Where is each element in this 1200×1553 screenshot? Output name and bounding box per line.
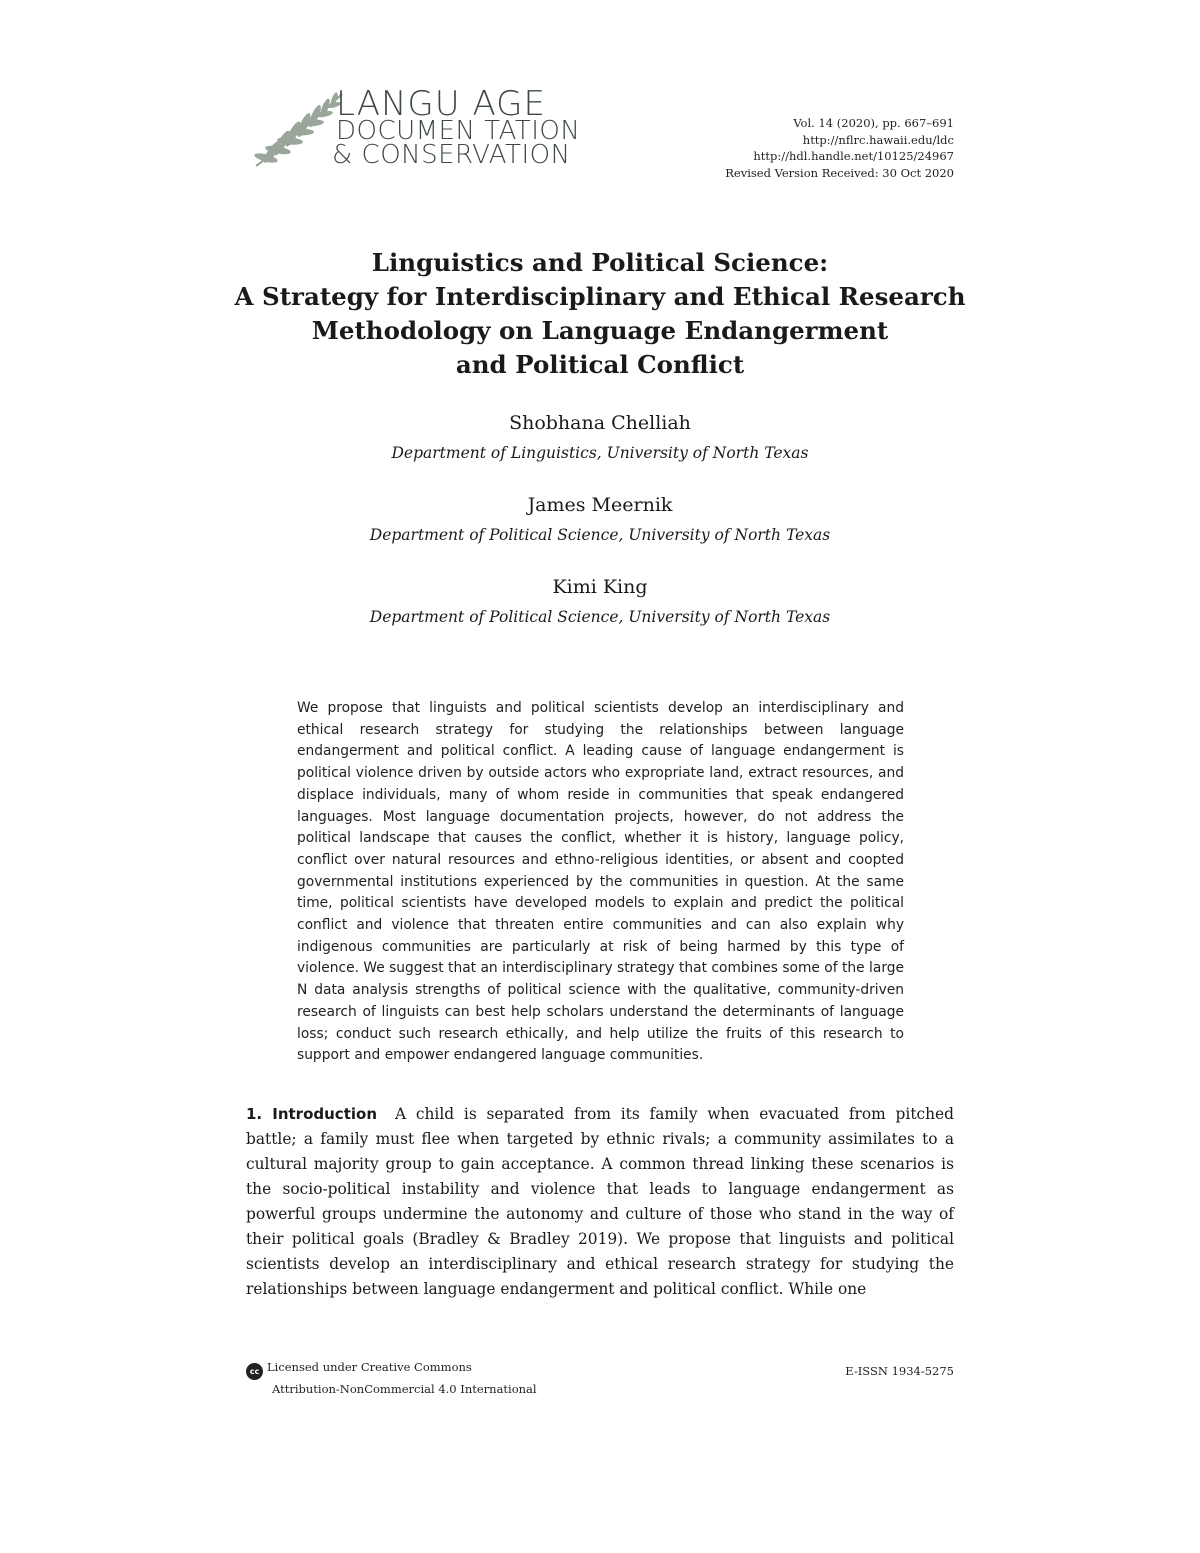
author-affiliation: Department of Political Science, University of North Texas	[369, 608, 831, 626]
author-name: James Meernik	[527, 494, 673, 516]
masthead-info	[725, 115, 954, 181]
license-text: Attribution-NonCommercial 4.0 International	[272, 1382, 537, 1396]
paper-title	[200, 246, 1000, 382]
license-notice[interactable]	[246, 1358, 537, 1398]
logo-text-language: LANGU AGE	[336, 84, 546, 124]
section-body: A child is separated from its family when evacuated from pitched battle; a family must flee when targeted by ethnic rivals; a community assimilates to a cultural majority group to gain acceptance. A common thread linking these scenarios is the socio-political instability and violence that leads to language endangerment as powerful groups undermine the autonomy and culture of those who stand in the way of their political goals (Bradley & Bradley 2019). We propose that linguists and political scientists develop an interdisciplinary and ethical research strategy for studying the relationships between language endangerment and political conflict. While one	[246, 1105, 955, 1298]
revised-date: Revised Version Received: 30 Oct 2020	[725, 165, 954, 180]
abstract: We propose that linguists and political scientists develop an interdisciplinary and ethical research strategy for studying the relationships between language endangerment and political conflict. A leading cause of language endangerment is political violence driven by outside actors who expropriate land, extract resources, and displace individuals, many of whom reside in communities that speak endangered languages. Most language documentation projects, however, do not address the political landscape that causes the conflict, whether it is history, language policy, conflict over natural resources and ethno-religious identities, or absent and coopted governmental institutions experienced by the communities in question. At the same time, political scientists have developed models to explain and predict the political conflict and violence that threaten entire communities and can also explain why indigenous communities are particularly at risk of being harmed by this type of violence. We suggest that an interdisciplinary strategy that combines some of the large N data analysis strengths of political science with the qualitative, community-driven research of linguists can best help scholars understand the determinants of language loss; conduct such research ethically, and help utilize the fruits of this research to support and empower endangered language communities.	[297, 700, 904, 1064]
volume-info: Vol. 14 (2020), pp. 667–691	[793, 116, 954, 130]
logo-text-conservation: & CONSERVATION	[332, 140, 571, 170]
author-affiliation: Department of Political Science, University of North Texas	[369, 526, 831, 544]
journal-url[interactable]: http://nflrc.hawaii.edu/ldc	[802, 132, 954, 147]
title-line: and Political Conflict	[455, 350, 745, 379]
author-name: Shobhana Chelliah	[509, 412, 691, 434]
license-text: Licensed under Creative Commons	[267, 1360, 472, 1374]
author-name: Kimi King	[552, 576, 648, 598]
logo-text-documentation: DOCUMEN TATION	[336, 116, 581, 146]
section-heading: 1. Introduction	[246, 1105, 377, 1123]
journal-logo[interactable]	[250, 82, 590, 182]
introduction-section	[246, 1102, 954, 1302]
issn: E-ISSN 1934-5275	[845, 1364, 954, 1378]
title-line: Linguistics and Political Science:	[371, 248, 829, 277]
handle-url[interactable]: http://hdl.handle.net/10125/24967	[753, 149, 954, 163]
author-affiliation: Department of Linguistics, University of North Texas	[391, 444, 809, 462]
creative-commons-icon: cc	[246, 1363, 263, 1380]
title-line: A Strategy for Interdisciplinary and Ethical Research	[234, 282, 966, 311]
title-line: Methodology on Language Endangerment	[311, 316, 889, 345]
